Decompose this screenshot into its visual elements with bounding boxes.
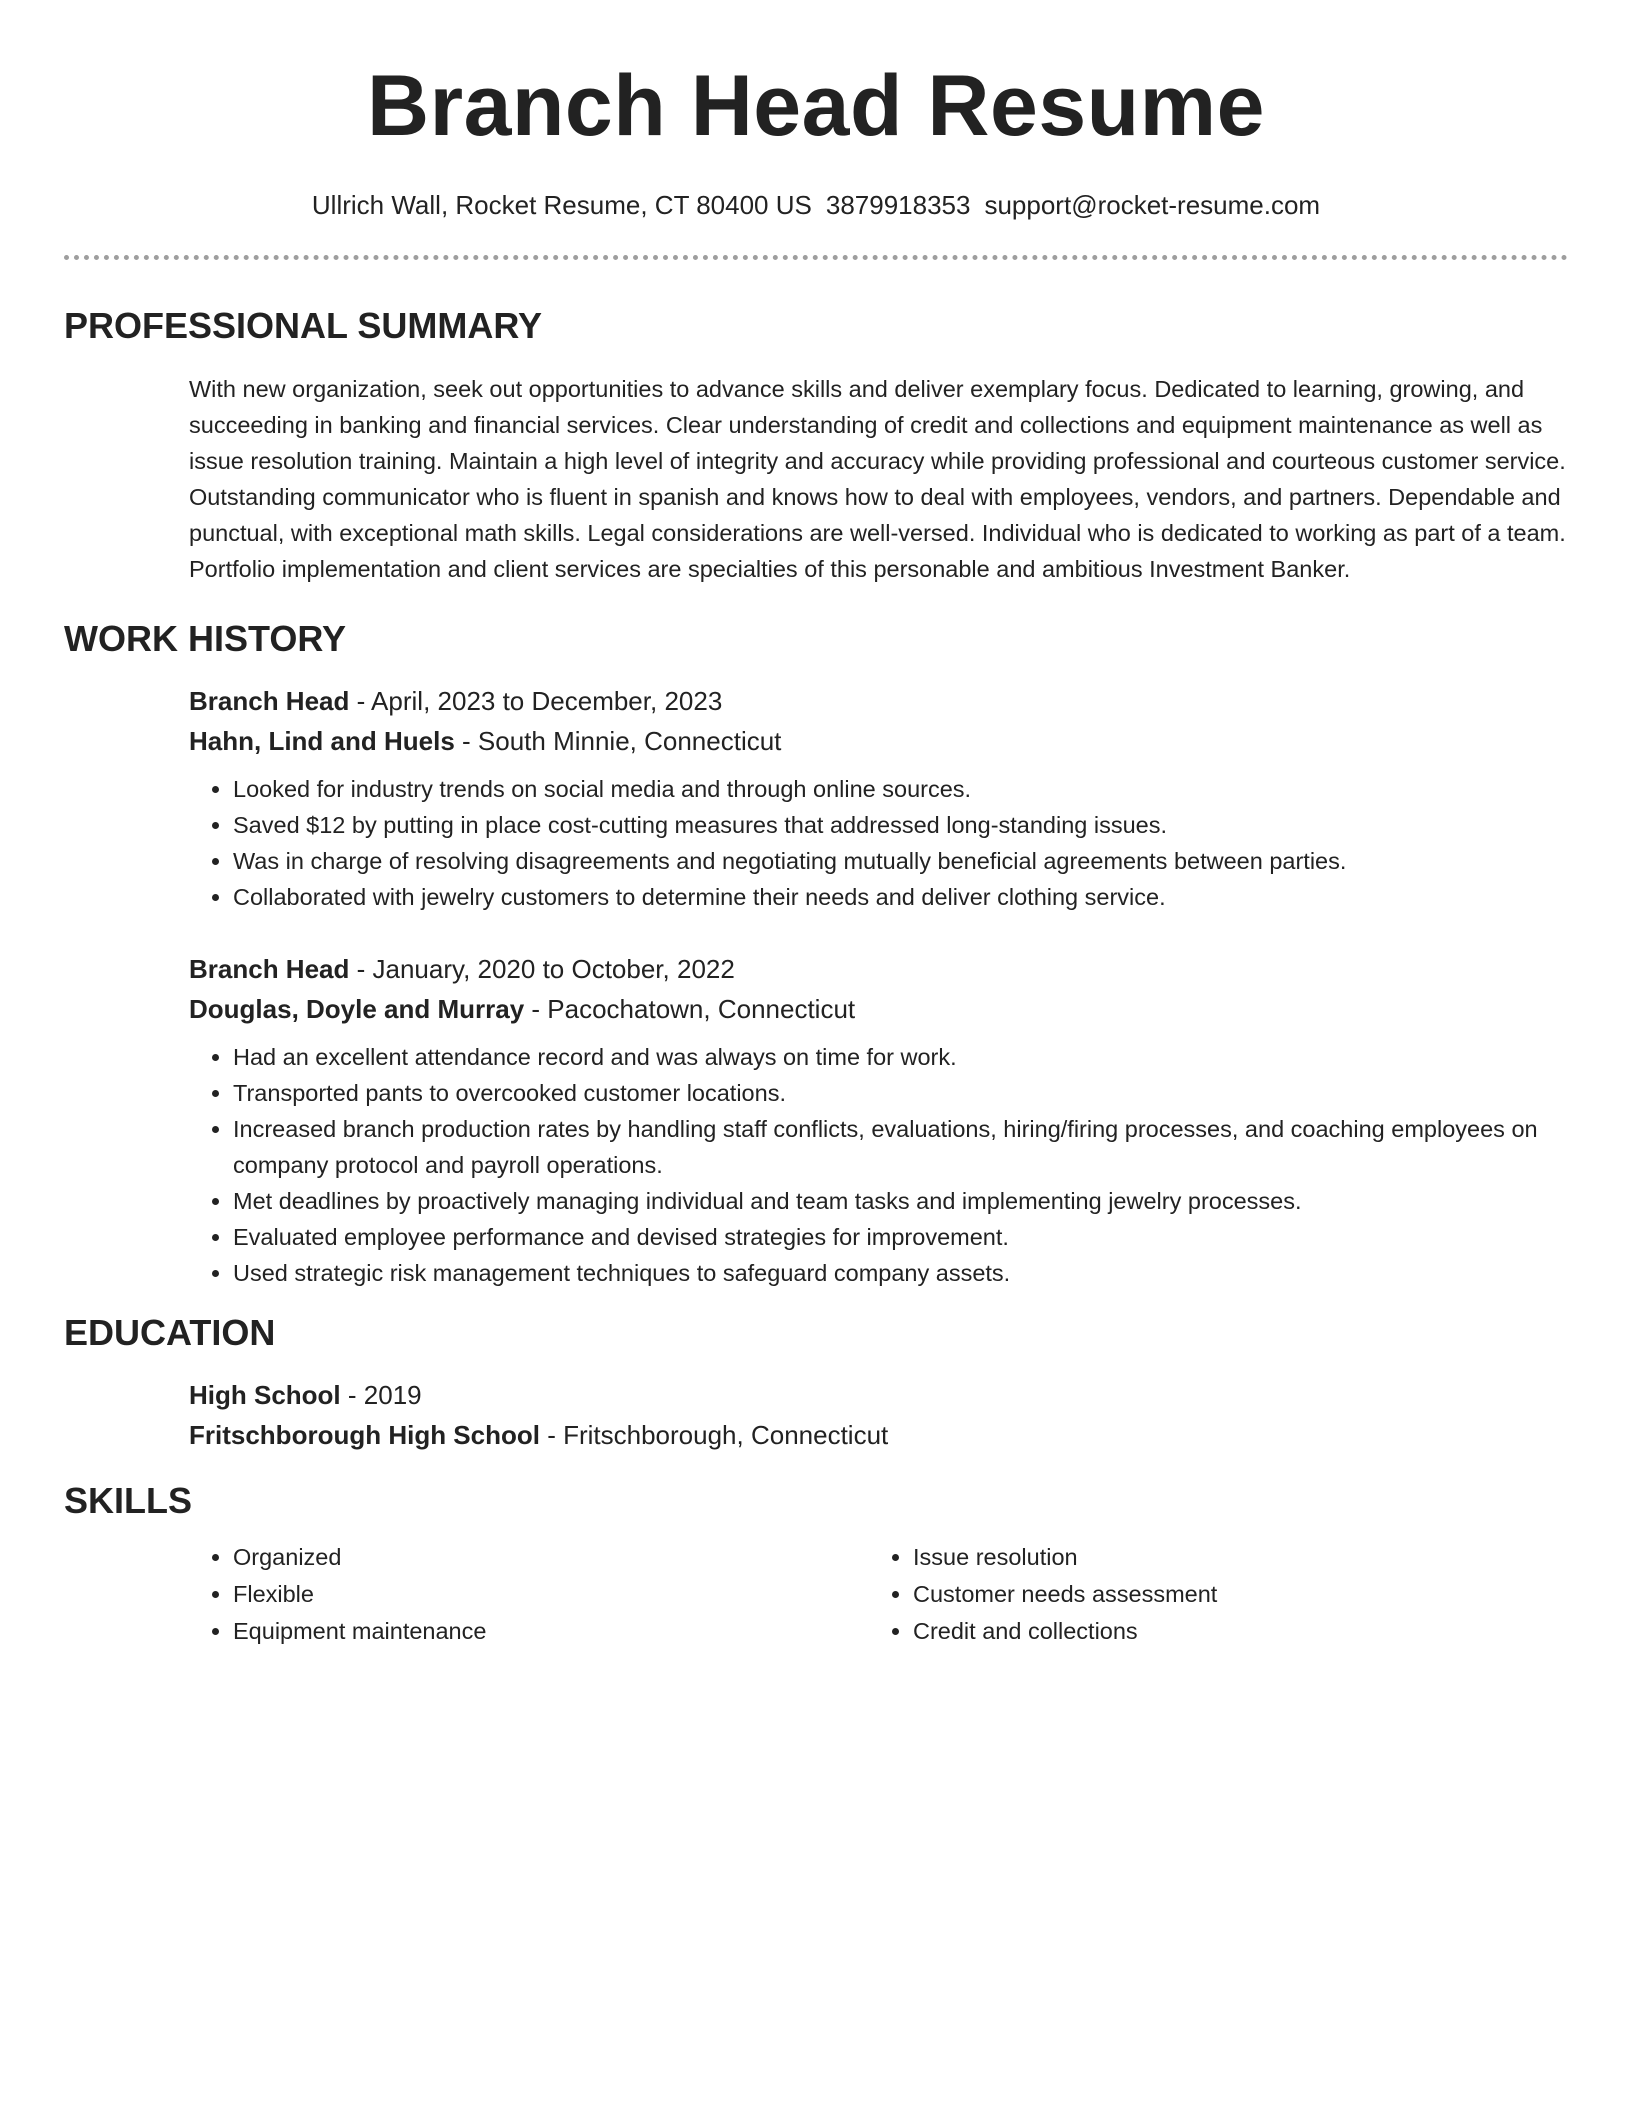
list-item: • Used strategic risk management techniques to safeguard company assets. — [233, 1255, 1568, 1291]
skills-list — [189, 1539, 1568, 1650]
job-location: - Pacochatown, Connecticut — [524, 994, 856, 1024]
list-item: • Transported pants to overcooked customer locations. — [233, 1075, 1568, 1111]
education-year: - 2019 — [340, 1380, 422, 1410]
contact-line — [64, 188, 1568, 222]
job-company-line — [189, 721, 1568, 761]
list-item: • Saved $12 by putting in place cost-cutting measures that addressed long-standing issues. — [233, 807, 1568, 843]
skills-column-left — [189, 1539, 869, 1650]
skill-item: • Equipment maintenance — [233, 1613, 869, 1650]
work-history-heading: WORK HISTORY — [64, 618, 347, 659]
contact-email: support@rocket-resume.com — [984, 190, 1321, 220]
skills-heading: SKILLS — [64, 1480, 193, 1521]
education-entry — [189, 1375, 1568, 1455]
skills-column-right — [869, 1539, 1549, 1650]
contact-address: Ullrich Wall, Rocket Resume, CT 80400 US — [311, 190, 812, 220]
job-title: Branch Head — [189, 686, 350, 716]
education-school-line — [189, 1415, 1568, 1455]
job-entry — [189, 949, 1568, 1291]
list-item: • Collaborated with jewelry customers to determine their needs and deliver clothing service. — [233, 879, 1568, 915]
list-item: • Was in charge of resolving disagreements and negotiating mutually beneficial agreements between parties. — [233, 843, 1568, 879]
education-school: Fritschborough High School — [189, 1420, 540, 1450]
skill-item: • Credit and collections — [913, 1613, 1549, 1650]
header-divider — [64, 255, 1568, 260]
job-title: Branch Head — [189, 954, 350, 984]
education-degree: High School — [189, 1380, 341, 1410]
list-item: • Had an excellent attendance record and was always on time for work. — [233, 1039, 1568, 1075]
job-dates: - January, 2020 to October, 2022 — [349, 954, 735, 984]
list-item: • Met deadlines by proactively managing individual and team tasks and implementing jewelry processes. — [233, 1183, 1568, 1219]
list-item: • Increased branch production rates by handling staff conflicts, evaluations, hiring/firing processes, and coaching employees on company protocol and payroll operations. — [233, 1111, 1568, 1183]
job-company: Hahn, Lind and Huels — [189, 726, 455, 756]
job-bullets — [189, 771, 1568, 915]
list-item: • Evaluated employee performance and devised strategies for improvement. — [233, 1219, 1568, 1255]
resume-page — [64, 0, 1568, 1650]
job-location: - South Minnie, Connecticut — [454, 726, 782, 756]
job-company-line — [189, 989, 1568, 1029]
job-dates: - April, 2023 to December, 2023 — [349, 686, 723, 716]
education-degree-line — [189, 1375, 1568, 1415]
skill-item: • Issue resolution — [913, 1539, 1549, 1576]
job-title-line — [189, 949, 1568, 989]
list-item: • Looked for industry trends on social media and through online sources. — [233, 771, 1568, 807]
summary-heading: PROFESSIONAL SUMMARY — [64, 305, 543, 346]
job-title-line — [189, 681, 1568, 721]
job-entry — [189, 681, 1568, 915]
summary-text: With new organization, seek out opportunities to advance skills and deliver exemplary focus. Dedicated to learning, growing, and succeeding in banking and financial services. Clear understanding of credit and collections and equipment maintenance as well as issue resolution training. Maintain a high level of integrity and accuracy while providing professional and courteous customer service. Outstanding communicator who is fluent in spanish and knows how to deal with employees, vendors, and partners. Dependable and punctual, with exceptional math skills. Legal considerations are well-versed. Individual who is dedicated to working as part of a team. Portfolio implementation and client services are specialties of this personable and ambitious Investment Banker. — [189, 376, 1566, 582]
skill-item: • Customer needs assessment — [913, 1576, 1549, 1613]
education-heading: EDUCATION — [64, 1312, 276, 1353]
job-bullets — [189, 1039, 1568, 1291]
contact-phone: 3879918353 — [825, 190, 971, 220]
job-company: Douglas, Doyle and Murray — [189, 994, 525, 1024]
education-location: - Fritschborough, Connecticut — [539, 1420, 889, 1450]
skill-item: • Flexible — [233, 1576, 869, 1613]
page-title: Branch Head Resume — [367, 58, 1265, 154]
skill-item: • Organized — [233, 1539, 869, 1576]
